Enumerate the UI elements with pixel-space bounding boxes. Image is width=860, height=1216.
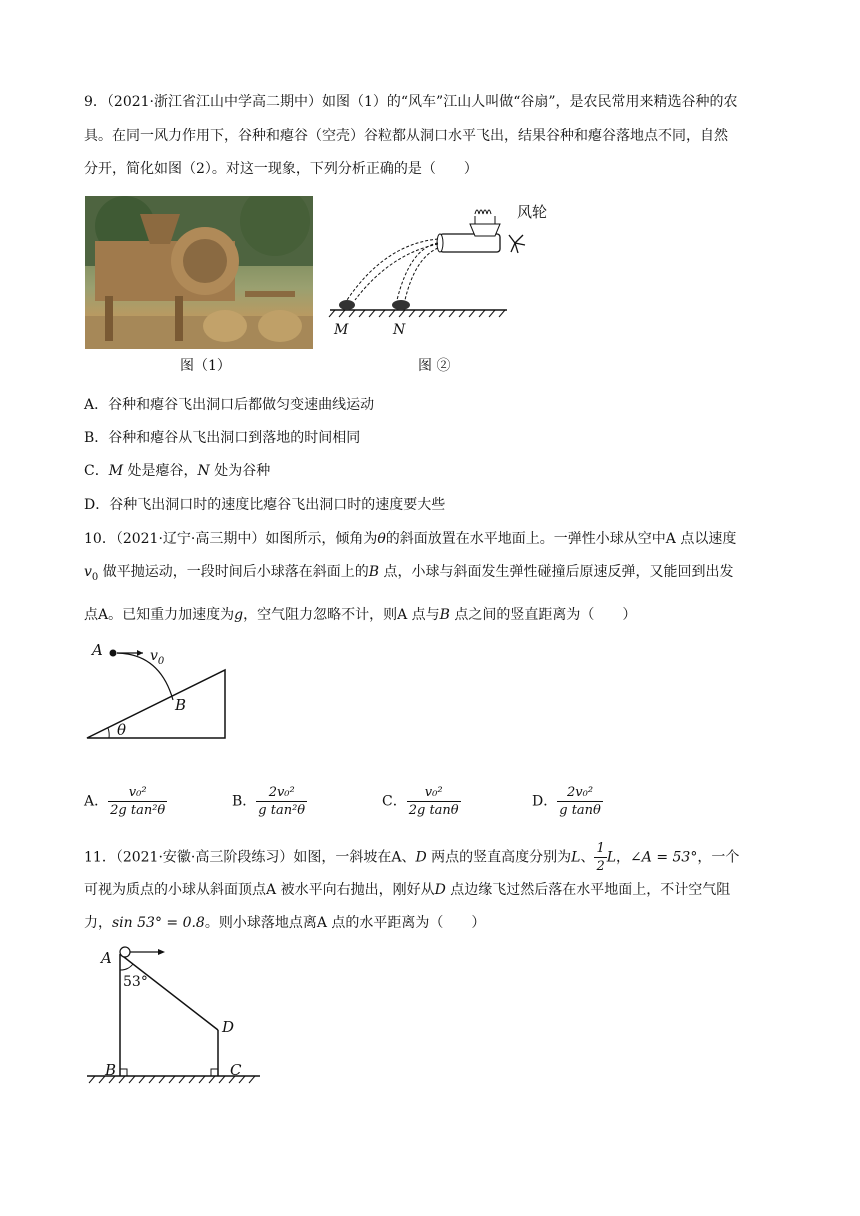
q10-option-b: B． $\frac{\text{2v₀²}}{\text{g tan²θ}}$ xyxy=(232,785,306,818)
q10-line2: $v_0$ 做平抛运动，一段时间后小球落在斜面上的B 点，小球与斜面发生弹性碰撞后原速反弹，又能回到出发 xyxy=(84,564,734,583)
q11-fig-label-d: D xyxy=(222,1018,235,1036)
q10-option-c: C． $\frac{\text{v₀²}}{\text{2g tanθ}}$ xyxy=(382,785,459,818)
winnowing-machine-photo xyxy=(85,196,313,349)
q10-fig-label-a: A xyxy=(92,641,103,659)
point-m-label: M xyxy=(334,322,349,338)
q10-fig-label-b: B xyxy=(175,696,187,714)
q11-fig-label-c: C xyxy=(230,1061,242,1079)
wind-wheel-label: 风轮 xyxy=(517,203,548,221)
q9-option-c: C．M 处是瘪谷，N 处为谷种 xyxy=(84,463,271,479)
q10-option-d: D． $\frac{\text{2v₀²}}{\text{g tanθ}}$ xyxy=(532,785,601,818)
q11-line3: 力，sin 53° = 0.8。则小球落地点离A 点的水平距离为（ ） xyxy=(84,915,486,931)
q10-line3: 点A。已知重力加速度为g，空气阻力忽略不计，则A 点与B 点之间的竖直距离为（ ） xyxy=(84,607,637,623)
q11-fig-label-angle: 53° xyxy=(123,974,148,990)
fig1-caption: 图（1） xyxy=(180,358,231,374)
point-n-label: N xyxy=(393,322,406,338)
q9-line2: 具。在同一风力作用下，谷种和瘪谷（空壳）谷粒都从洞口水平飞出，结果谷种和瘪谷落地点不同，自然 xyxy=(84,128,728,144)
q10-line1: 10．（2021·辽宁·高三期中）如图所示，倾角为θ的斜面放置在水平地面上。一弹性小球从空中A 点以速度 xyxy=(84,531,737,547)
q11-line2: 可视为质点的小球从斜面顶点A 被水平向右抛出，刚好从D 点边缘飞过然后落在水平地面上，不计空气阻 xyxy=(84,882,731,898)
q9-option-d: D．谷种飞出洞口时的速度比瘪谷飞出洞口时的速度要大些 xyxy=(84,497,446,513)
q9-option-b: B．谷种和瘪谷从飞出洞口到落地的时间相同 xyxy=(84,430,361,446)
q9-option-a: A．谷种和瘪谷飞出洞口后都做匀变速曲线运动 xyxy=(84,397,375,413)
q9-line1: 9．（2021·浙江省江山中学高二期中）如图（1）的“风车”江山人叫做“谷扇”，是农民常用来精选谷种的农 xyxy=(84,94,738,110)
q11-line1: 11．（2021·安徽·高三阶段练习）如图，一斜坡在A、D 两点的竖直高度分别为L、 $\frac{1}{2}$ L，∠A = 53°，一个 xyxy=(84,841,740,874)
fig2-caption: 图 ② xyxy=(418,358,451,374)
q9-line3: 分开，简化如图（2）。对这一现象，下列分析正确的是（ ） xyxy=(84,161,478,177)
q10-option-a: A． $\frac{\text{v₀²}}{\text{2g tan²θ}}$ xyxy=(84,785,166,818)
q11-fig-label-a: A xyxy=(101,949,112,967)
q10-fig-label-v0: $v_0$ xyxy=(150,648,165,667)
q11-fig-label-b: B xyxy=(105,1061,117,1079)
q10-fig-label-theta: θ xyxy=(117,721,127,739)
